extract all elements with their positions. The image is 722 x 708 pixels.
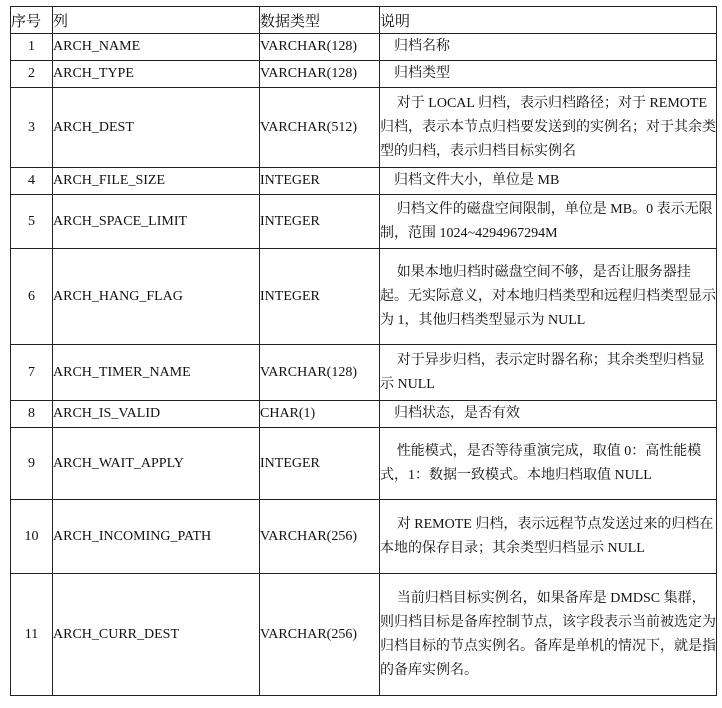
- table-row: [11, 428, 717, 500]
- header-row: [11, 7, 717, 34]
- description: 对于 LOCAL 归档，表示归档路径；对于 REMOTE 归档，表示本节点归档要发送到的实例名；对于其余类型的归档，表示归档目标实例名: [380, 88, 717, 168]
- data-type: VARCHAR(128): [260, 345, 380, 401]
- table-row: [11, 88, 717, 168]
- header-description: 说明: [380, 7, 717, 34]
- data-type: INTEGER: [260, 249, 380, 345]
- data-type: VARCHAR(256): [260, 500, 380, 574]
- description: 对于异步归档，表示定时器名称；其余类型归档显示 NULL: [380, 345, 717, 401]
- table-row: [11, 195, 717, 249]
- column-name: ARCH_HANG_FLAG: [53, 249, 260, 345]
- column-name: ARCH_DEST: [53, 88, 260, 168]
- column-name: ARCH_INCOMING_PATH: [53, 500, 260, 574]
- data-type: INTEGER: [260, 428, 380, 500]
- header-type: 数据类型: [260, 7, 380, 34]
- table-row: [11, 345, 717, 401]
- description: 对 REMOTE 归档，表示远程节点发送过来的归档在本地的保存目录；其余类型归档显示 NULL: [380, 500, 717, 574]
- row-number: 1: [11, 34, 53, 61]
- description: 归档名称: [380, 34, 717, 61]
- data-type: VARCHAR(512): [260, 88, 380, 168]
- row-number: 11: [11, 574, 53, 696]
- row-number: 5: [11, 195, 53, 249]
- header-column: 列: [53, 7, 260, 34]
- table-row: [11, 401, 717, 428]
- row-number: 9: [11, 428, 53, 500]
- description: 归档状态，是否有效: [380, 401, 717, 428]
- column-name: ARCH_TIMER_NAME: [53, 345, 260, 401]
- data-type: INTEGER: [260, 195, 380, 249]
- column-name: ARCH_FILE_SIZE: [53, 168, 260, 195]
- column-name: ARCH_NAME: [53, 34, 260, 61]
- row-number: 10: [11, 500, 53, 574]
- column-name: ARCH_SPACE_LIMIT: [53, 195, 260, 249]
- data-type: CHAR(1): [260, 401, 380, 428]
- data-type: VARCHAR(128): [260, 34, 380, 61]
- description: 性能模式，是否等待重演完成，取值 0：高性能模式，1：数据一致模式。本地归档取值 NULL: [380, 428, 717, 500]
- description: 当前归档目标实例名，如果备库是 DMDSC 集群，则归档目标是备库控制节点，该字段表示当前被选定为归档目标的节点实例名。备库是单机的情况下，就是指的备库实例名。: [380, 574, 717, 696]
- description: 归档文件大小，单位是 MB: [380, 168, 717, 195]
- row-number: 3: [11, 88, 53, 168]
- header-no: 序号: [11, 7, 53, 34]
- system-view-table: [10, 6, 717, 696]
- column-name: ARCH_WAIT_APPLY: [53, 428, 260, 500]
- description: 归档类型: [380, 61, 717, 88]
- row-number: 2: [11, 61, 53, 88]
- table-row: [11, 61, 717, 88]
- data-type: VARCHAR(256): [260, 574, 380, 696]
- description: 如果本地归档时磁盘空间不够，是否让服务器挂起。无实际意义，对本地归档类型和远程归档类型显示为 1，其他归档类型显示为 NULL: [380, 249, 717, 345]
- table-row: [11, 34, 717, 61]
- column-name: ARCH_IS_VALID: [53, 401, 260, 428]
- column-name: ARCH_TYPE: [53, 61, 260, 88]
- row-number: 8: [11, 401, 53, 428]
- table-row: [11, 500, 717, 574]
- row-number: 7: [11, 345, 53, 401]
- description: 归档文件的磁盘空间限制，单位是 MB。0 表示无限制，范围 1024~4294967294M: [380, 195, 717, 249]
- column-name: ARCH_CURR_DEST: [53, 574, 260, 696]
- data-type: INTEGER: [260, 168, 380, 195]
- data-type: VARCHAR(128): [260, 61, 380, 88]
- row-number: 6: [11, 249, 53, 345]
- table-row: [11, 168, 717, 195]
- row-number: 4: [11, 168, 53, 195]
- table-row: [11, 249, 717, 345]
- table-row: [11, 574, 717, 696]
